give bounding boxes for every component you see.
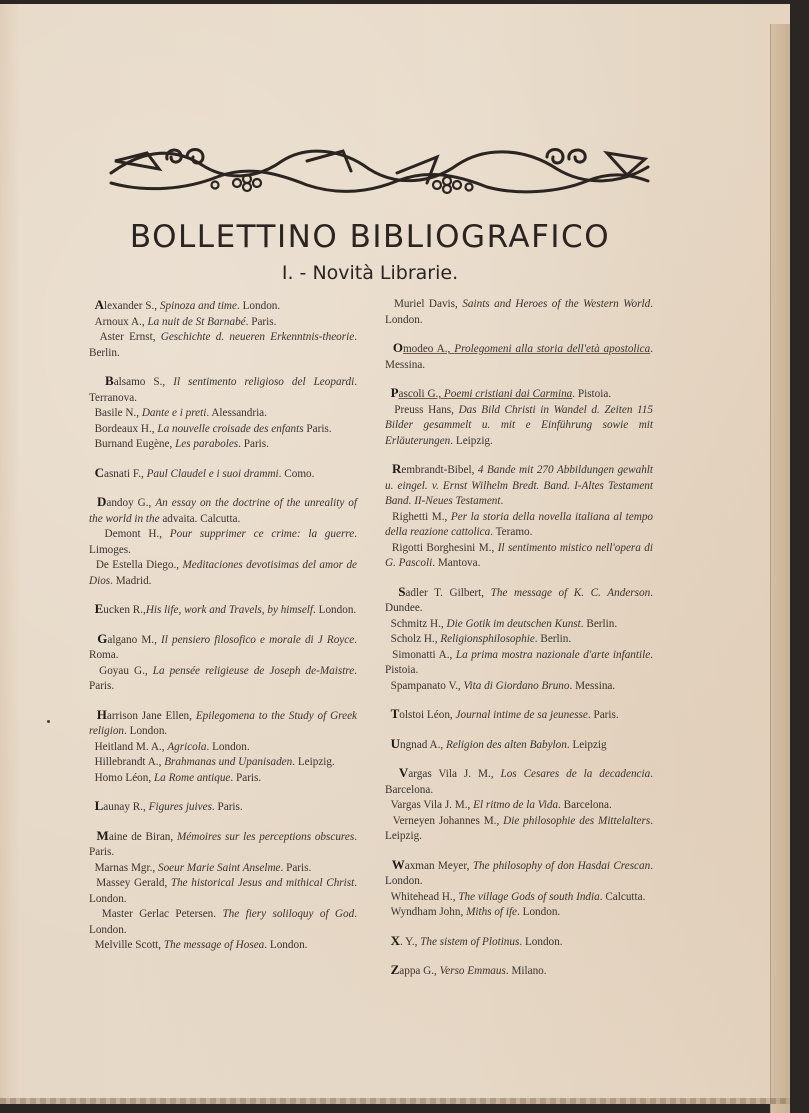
entry-title: Agricola: [167, 740, 207, 753]
bibliography-entry: [385, 541, 653, 572]
bibliography-column-right: [385, 297, 653, 992]
entry-title: Les paraboles: [175, 438, 239, 450]
letter-group: [385, 736, 653, 754]
entry-author: olstoi Léon,: [399, 709, 456, 721]
entry-author: Burnand Eugène,: [94, 438, 176, 450]
entry-title: Saints and Heroes of the Western World: [462, 298, 651, 310]
entry-place: . Dundee.: [385, 586, 653, 614]
entry-initial: D: [96, 494, 107, 509]
bibliography-entry: [89, 465, 357, 483]
entry-place: . Paris.: [89, 664, 358, 692]
entry-author: Melville Scott,: [94, 939, 164, 951]
entry-author: argas Vila J. M.,: [408, 768, 501, 780]
entry-initial: X: [390, 932, 400, 948]
entry-author: Schmitz H.,: [390, 617, 447, 630]
entry-title: La nuit de St Barnabé: [147, 315, 246, 328]
entry-place: . Milano.: [505, 965, 547, 977]
bibliography-entry: [385, 962, 653, 980]
entry-initial: O: [392, 340, 403, 355]
letter-group: [385, 385, 653, 449]
letter-group: [89, 631, 357, 695]
entry-initial: R: [391, 461, 402, 476]
entry-author: De Estella Diego.,: [95, 559, 183, 571]
entry-title: The historical Jesus and mithical Christ: [170, 877, 355, 889]
letter-group: [89, 828, 357, 954]
entry-title: Geschichte d. neueren Erkenntnis-theorie: [160, 331, 355, 343]
letter-group: [385, 962, 653, 980]
entry-author: adler T. Gilbert,: [405, 586, 491, 599]
bibliography-entry: [385, 857, 653, 890]
entry-initial: M: [96, 827, 109, 843]
entry-initial: B: [105, 373, 114, 388]
page-title: BOLLETTINO BIBLIOGRAFICO: [129, 219, 611, 255]
entry-initial: U: [390, 735, 400, 751]
entry-title: Epilegomena to the Study of Greek religion: [89, 709, 358, 737]
letter-group: [385, 297, 653, 328]
entry-author: aine de Biran,: [108, 830, 177, 843]
bibliography-entry: [89, 437, 357, 453]
bibliography-entry: [385, 890, 653, 906]
entry-initial: T: [390, 706, 400, 721]
entry-author: Scholz H.,: [390, 633, 441, 645]
entry-author: modeo A.,: [402, 343, 455, 355]
entry-place: . London.: [519, 935, 563, 948]
entry-title: Das Bild Christi in Wandel d. Zeiten 115 Bilder gesammelt u. mit e Einführung sowie mit Erläuterungen: [385, 403, 653, 447]
bibliography-entry: [89, 664, 357, 695]
entry-author: Preuss Hans,: [394, 403, 459, 416]
bibliography-entry: [385, 798, 653, 814]
bibliography-entry: [385, 905, 653, 921]
entry-place: Paris.: [303, 422, 332, 435]
entry-place: . Terranova.: [89, 376, 357, 404]
letter-group: [89, 465, 357, 483]
entry-author: ascoli G.,: [398, 388, 444, 400]
entry-place: . Leipzig.: [385, 814, 654, 842]
entry-author: Wyndham John,: [390, 906, 467, 918]
entry-author: Goyau G.,: [99, 664, 153, 677]
entry-place: . Leipzig.: [450, 434, 493, 447]
bibliography-entry: [89, 771, 357, 787]
entry-place: . Leipzig: [566, 738, 607, 751]
entry-place: . Berlin.: [534, 633, 572, 645]
bibliography-entry: [89, 406, 357, 422]
entry-place: . Barcelona.: [385, 768, 654, 796]
bibliography-entry: [89, 373, 357, 406]
letter-group: [89, 601, 357, 619]
ink-speck: [47, 720, 50, 723]
entry-title: Il pensiero filosofico e morale di J Royce: [161, 633, 355, 646]
entry-place: . London.: [385, 298, 653, 326]
entry-place: . Barcelona.: [558, 799, 612, 811]
entry-author: Massey Gerald,: [96, 877, 171, 889]
entry-title: Pour supprimer ce crime: la guerre: [169, 528, 355, 540]
bibliography-entry: [89, 422, 357, 438]
letter-group: [385, 706, 653, 724]
entry-title: The message of Hosea: [163, 939, 265, 951]
entry-initial: E: [94, 601, 104, 616]
entry-place: . London.: [313, 604, 357, 616]
entry-place: . London.: [89, 908, 357, 936]
entry-author: Muriel Davis,: [393, 298, 463, 310]
entry-author: Bordeaux H.,: [94, 422, 158, 435]
entry-title: Los Cesares de la decadencia: [500, 768, 651, 780]
entry-author: Basile N.,: [94, 407, 142, 419]
entry-author: Marnas Mgr.,: [94, 861, 158, 874]
bibliography-entry: [385, 814, 653, 845]
bibliography-entry: [89, 907, 357, 938]
letter-group: [89, 798, 357, 816]
entry-title: The fiery soliloquy of God: [222, 908, 355, 920]
torn-bottom-edge: [0, 1098, 790, 1104]
entry-title: The village Gods of south India: [458, 890, 600, 903]
bibliography-entry: [385, 510, 653, 541]
entry-place: . Pistoia.: [572, 388, 612, 400]
entry-place: . London.: [517, 906, 561, 918]
bibliography-entry: [89, 527, 357, 558]
bibliography-entry: [385, 706, 653, 724]
entry-initial: S: [398, 583, 406, 599]
bibliography-entry: [385, 679, 653, 695]
scanned-page: [0, 4, 790, 1104]
entry-place: . Madrid.: [110, 574, 152, 587]
entry-title: Il sentimento religioso del Leopardi: [173, 376, 355, 388]
bibliography-entry: [89, 755, 357, 771]
entry-place: . Roma.: [89, 633, 357, 661]
entry-initial: H: [96, 706, 107, 722]
entry-author: Arnoux A.,: [94, 315, 148, 328]
bibliography-entry: [385, 736, 653, 754]
entry-author: axman Meyer,: [404, 859, 473, 872]
entry-place: . Limoges.: [89, 528, 358, 556]
entry-author: . Y.,: [399, 935, 421, 948]
bibliography-entry: [89, 631, 357, 664]
entry-author: ngnad A.,: [399, 738, 446, 751]
entry-place: . Paris.: [230, 771, 262, 784]
entry-place: . Alessandria.: [206, 407, 267, 419]
entry-title: Soeur Marie Saint Anselme: [157, 861, 281, 874]
entry-author: Hillebrandt A.,: [94, 756, 165, 768]
bibliography-entry: [385, 385, 653, 403]
entry-title: An essay on the doctrine of the unreality of the world in the: [89, 497, 358, 525]
bibliography-entry: [385, 648, 653, 679]
letter-group: [385, 340, 653, 373]
entry-author: aunay R.,: [103, 801, 149, 813]
entry-place: . Paris.: [89, 830, 357, 858]
entry-title: El ritmo de la Vida: [473, 799, 559, 811]
entry-title: Paul Claudel e i suoi drammi: [146, 467, 279, 480]
entry-initial: P: [390, 385, 399, 400]
entry-title: Per la storia della novella italiana al tempo della reazione cattolica: [385, 510, 654, 538]
entry-place: . London.: [124, 725, 168, 737]
entry-place: . Calcutta.: [599, 890, 646, 903]
section-subtitle: I. - Novità Librarie.: [281, 262, 459, 284]
entry-initial: G: [97, 630, 108, 646]
bibliography-entry: [385, 461, 653, 510]
entry-place: . Paris.: [211, 801, 243, 813]
entry-title: Die philosophie des Mittelalters: [503, 814, 651, 827]
entry-author: ucken R.,: [103, 604, 146, 616]
entry-place: . Paris.: [587, 709, 619, 721]
entry-title: La nouvelle croisade des enfants: [157, 422, 304, 435]
entry-place: .: [500, 495, 504, 507]
letter-group: [89, 707, 357, 787]
entry-title: The sistem of Plotinus: [420, 935, 520, 948]
entry-author: Demont H.,: [104, 528, 170, 540]
entry-title: Spinoza and time: [159, 300, 237, 312]
bibliography-entry: [385, 340, 653, 373]
entry-author: Rigotti Borghesini M.,: [391, 541, 498, 554]
entry-title: His life, work and Travels, by himself: [145, 604, 314, 616]
entry-place: advaita. Calcutta.: [159, 512, 241, 525]
letter-group: [385, 933, 653, 951]
entry-title: Figures juives: [148, 801, 212, 813]
entry-initial: A: [94, 297, 104, 312]
entry-author: asnati F.,: [103, 467, 147, 480]
entry-title: Religionsphilosophie: [440, 633, 535, 645]
entry-place: . Messina.: [385, 343, 653, 371]
bibliography-entry: [385, 765, 653, 798]
entry-title: Brahmanas und Upanisaden: [164, 756, 293, 768]
bibliography-entry: [89, 740, 357, 756]
entry-title: Die Gotik im deutschen Kunst: [446, 617, 581, 630]
entry-place: . London.: [264, 939, 308, 951]
entry-place: . Berlin.: [89, 331, 357, 359]
bibliography-entry: [89, 297, 357, 315]
bibliography-column-left: [89, 297, 357, 966]
bibliography-entry: [89, 828, 357, 861]
entry-place: . Paris.: [245, 315, 277, 328]
bibliography-entry: [89, 494, 357, 527]
entry-author: embrandt-Bibel,: [401, 464, 478, 476]
entry-initial: Z: [390, 962, 400, 977]
entry-title: Mémoires sur les perceptions obscures: [176, 830, 355, 843]
letter-group: [385, 584, 653, 695]
bibliography-entry: [385, 297, 653, 328]
entry-title: Meditaciones devotisimas del amor de Dios: [89, 559, 357, 587]
entry-author: arrison Jane Ellen,: [106, 709, 196, 722]
bibliography-entry: [89, 330, 357, 361]
entry-place: . London.: [236, 300, 281, 312]
entry-title: Vita di Giordano Bruno: [463, 679, 570, 692]
vine-scroll-ornament: [107, 139, 652, 199]
entry-initial: W: [391, 856, 405, 872]
entry-title: The message of K. C. Anderson: [490, 586, 651, 599]
entry-title: Journal intime de sa jeunesse: [455, 709, 588, 721]
entry-author: Whitehead H.,: [390, 890, 459, 903]
bibliography-entry: [89, 315, 357, 331]
entry-title: Verso Emmaus: [439, 965, 506, 977]
entry-author: Spampanato V.,: [390, 679, 464, 692]
bibliography-entry: [89, 876, 357, 907]
entry-author: Aster Ernst,: [99, 331, 161, 343]
entry-author: Simonatti A.,: [392, 648, 456, 661]
bibliography-entry: [89, 558, 357, 589]
entry-title: La prima mostra nazionale d'arte infantile: [455, 648, 651, 661]
entry-title: 4 Bande mit 270 Abbildungen gewahlt u. eingel. v. Ernst Wilhelm Bredt. Band. I-Altes Testament Band. II-Neues Testament: [385, 464, 653, 507]
entry-place: . Berlin.: [580, 617, 618, 630]
bibliography-entry: [89, 707, 357, 740]
bibliography-entry: [89, 798, 357, 816]
entry-author: Righetti M.,: [392, 510, 451, 523]
entry-title: La pensée religieuse de Joseph de-Maistre: [152, 664, 355, 677]
next-page-edge: [770, 24, 790, 1113]
entry-author: alsamo S.,: [113, 376, 174, 388]
letter-group: [385, 461, 653, 572]
entry-initial: C: [94, 464, 104, 480]
entry-place: . Teramo.: [490, 526, 533, 538]
bibliography-entry: [89, 601, 357, 619]
letter-group: [89, 297, 357, 361]
entry-title: Il sentimento mistico nell'opera di G. Pascoli: [385, 541, 654, 569]
bibliography-entry: [385, 933, 653, 951]
letter-group: [89, 373, 357, 453]
entry-author: Heitland M. A.,: [94, 740, 168, 753]
entry-author: andoy G.,: [106, 497, 156, 509]
entry-initial: L: [94, 798, 104, 813]
entry-place: . Leipzig.: [292, 756, 335, 768]
entry-author: Master Gerlac Petersen.: [101, 908, 223, 920]
entry-place: . Paris.: [280, 861, 312, 874]
entry-place: . Pistoia.: [385, 648, 653, 676]
entry-place: . London.: [89, 877, 358, 905]
entry-title: Dante e i preti: [141, 407, 207, 419]
entry-author: Vargas Vila J. M.,: [390, 799, 474, 811]
entry-author: Verneyen Johannes M.,: [392, 814, 504, 827]
entry-place: . London.: [206, 740, 250, 753]
entry-place: . Mantova.: [432, 557, 481, 569]
entry-initial: V: [398, 765, 409, 780]
entry-title: La Rome antique: [153, 771, 231, 784]
entry-author: lexander S.,: [103, 300, 160, 312]
letter-group: [385, 857, 653, 921]
bibliography-entry: [89, 861, 357, 877]
bibliography-entry: [385, 584, 653, 617]
bibliography-entry: [385, 403, 653, 450]
letter-group: [385, 765, 653, 845]
bibliography-entry: [385, 617, 653, 633]
entry-title: Poemi cristiani dai Carmina: [443, 388, 573, 400]
entry-place: . Messina.: [569, 679, 616, 692]
bibliography-entry: [385, 632, 653, 648]
entry-title: Religion des alten Babylon: [445, 738, 567, 751]
entry-title: Miths of ife: [466, 906, 518, 918]
entry-place: . London.: [385, 859, 653, 887]
entry-author: appa G.,: [399, 965, 440, 977]
bibliography-entry: [89, 938, 357, 954]
entry-author: algano M.,: [107, 633, 162, 646]
entry-author: Homo Léon,: [94, 771, 154, 784]
entry-title: Prolegomeni alla storia dell'età apostolica: [454, 343, 651, 355]
letter-group: [89, 494, 357, 589]
entry-title: The philosophy of don Hasdai Crescan: [472, 859, 651, 872]
entry-place: . Paris.: [238, 438, 269, 450]
entry-place: . Como.: [278, 467, 315, 480]
